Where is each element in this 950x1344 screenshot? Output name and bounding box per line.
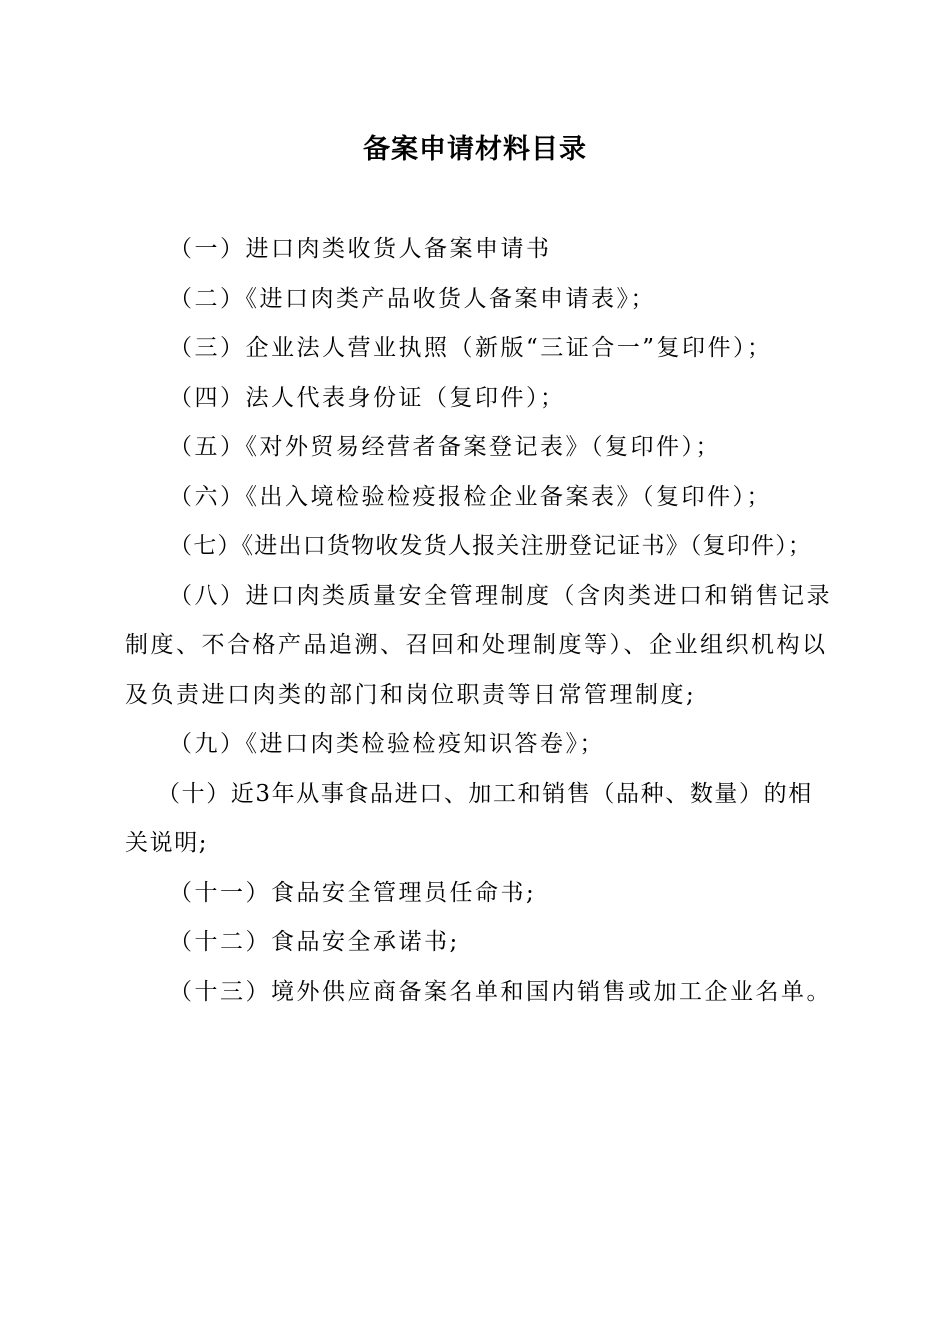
list-item-12: （十二）食品安全承诺书; [169, 929, 460, 955]
list-item-7: （七）《进出口货物收发货人报关注册登记证书》（复印件）； [169, 533, 813, 559]
list-item-8: （八）进口肉类质量安全管理制度（含肉类进口和销售记录制度、不合格产品追溯、召回和处理制度等）、企业组织机构以及负责进口肉类的部门和岗位职责等日常管理制度; [125, 582, 832, 708]
list-item-13: （十三）境外供应商备案名单和国内销售或加工企业名单。 [169, 978, 832, 1005]
list-item-6: （六）《出入境检验检疫报检企业备案表》（复印件）； [169, 483, 772, 510]
list-item-11: （十一）食品安全管理员任命书; [169, 879, 537, 906]
list-item-5: （五）《对外贸易经营者备案登记表》（复印件）； [169, 434, 721, 460]
document-title: 备案申请材料目录 [363, 134, 587, 165]
list-item-10: （十）近3年从事食品进口、加工和销售（品种、数量）的相关说明; [125, 780, 813, 856]
list-item-4: （四）法人代表身份证（复印件）； [169, 384, 566, 411]
list-item-1: （一）进口肉类收货人备案申请书 [169, 236, 552, 262]
list-item-2: （二）《进口肉类产品收货人备案申请表》； [169, 285, 656, 312]
list-item-9: （九）《进口肉类检验检疫知识答卷》； [169, 731, 605, 757]
materials-list [125, 225, 837, 1017]
list-item-3: （三）企业法人营业执照（新版“三证合一”复印件）； [169, 335, 773, 361]
